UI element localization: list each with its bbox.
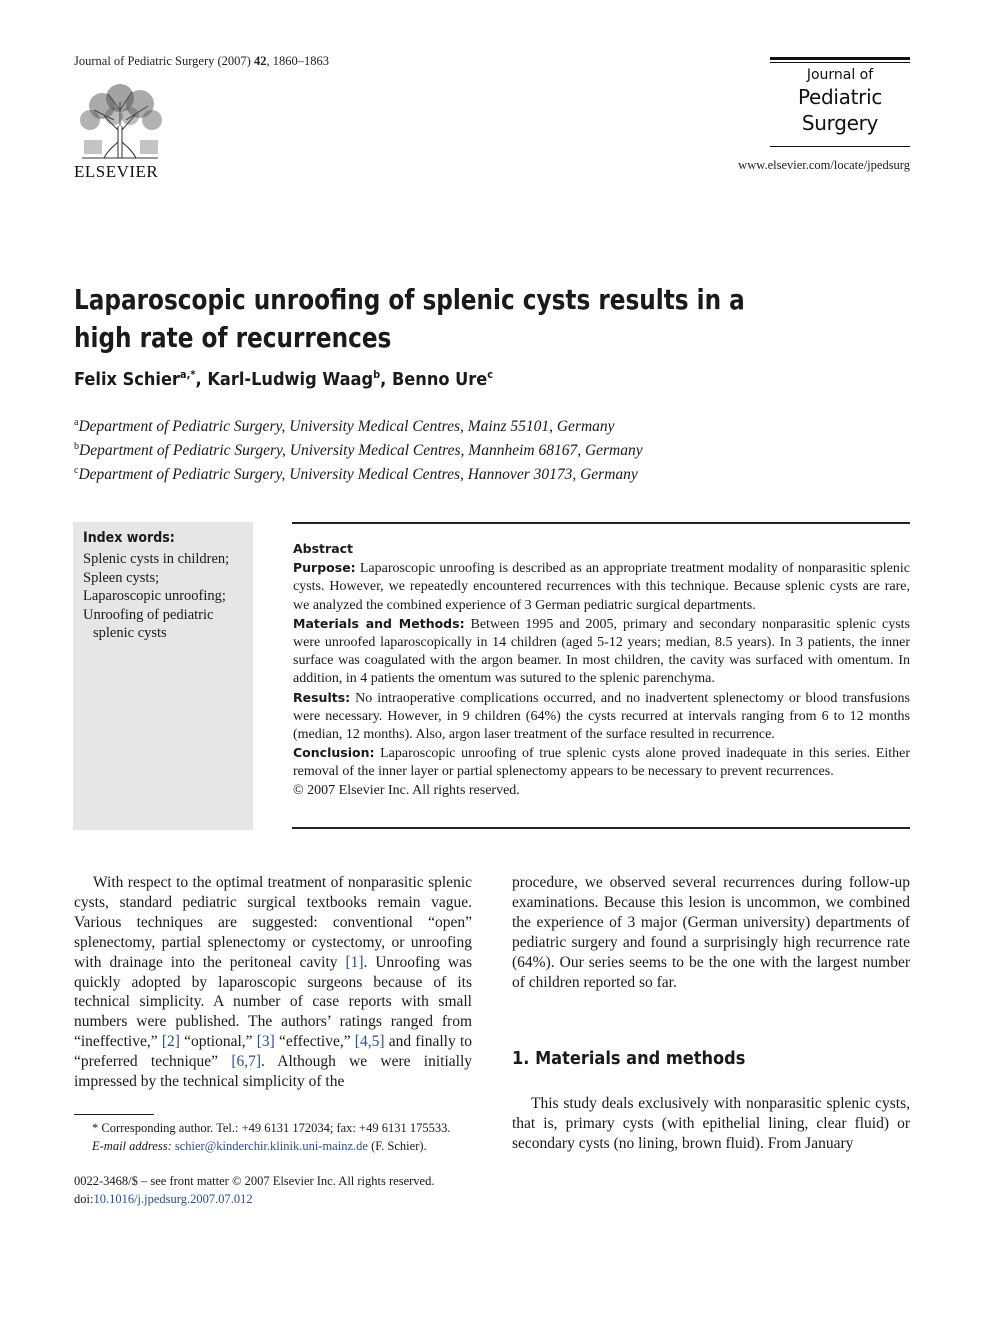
- title-line-2: high rate of recurrences: [74, 321, 392, 354]
- conclusion-text: Laparoscopic unroofing of true splenic cysts alone proved inadequate in this series. Either removal of the inner layer or partial splenectomy appears to be necessary to prevent recurrences.: [293, 746, 911, 780]
- journal-logo: [770, 66, 910, 136]
- body-column-right: [512, 873, 910, 992]
- journal-citation: Journal of Pediatric Surgery (2007) 42, 1860–1863: [74, 54, 329, 68]
- author-list: Felix Schier$^{a,*}$, Karl-Ludwig Waag$^b$, Benno Ure$^c$: [74, 368, 494, 390]
- author-mark: a,*: [179, 368, 196, 381]
- doi-line: doi:10.1016/j.jpedsurg.2007.07.012: [74, 1192, 253, 1206]
- article-title: [74, 281, 810, 357]
- intro-paragraph-continued: procedure, we observed several recurrences during follow-up examinations. Because this lesion is uncommon, we combined the experience of 3 major (German university) departments of pediatric surgery and found a surprisingly high recurrence rate (64%). Our series seems to be the one with the largest number of children reported so far.: [512, 874, 910, 991]
- affiliation-a: $^a$Department of Pediatric Surgery, University Medical Centres, Mainz 55101, Germany: [74, 417, 615, 436]
- doi-link[interactable]: 10.1016/j.jpedsurg.2007.07.012: [93, 1192, 253, 1206]
- abstract-copyright: © 2007 Elsevier Inc. All rights reserved.: [293, 782, 520, 798]
- corresponding-author-note: * Corresponding author. Tel.: +49 6131 172034; fax: +49 6131 175533.: [92, 1121, 451, 1135]
- reference-link[interactable]: [2]: [161, 1033, 180, 1051]
- abstract-rule-top: [292, 522, 910, 524]
- affiliations: [74, 413, 643, 485]
- author-mark: b: [373, 368, 381, 381]
- reference-link[interactable]: [3]: [256, 1033, 275, 1051]
- journal-rule-top: [770, 57, 910, 60]
- affiliation-b: $^b$Department of Pediatric Surgery, University Medical Centres, Mannheim 68167, Germany: [74, 441, 643, 460]
- journal-logo-line1: Journal of: [806, 67, 874, 83]
- journal-url[interactable]: www.elsevier.com/locate/jpedsurg: [738, 158, 910, 172]
- affiliation-c: $^c$Department of Pediatric Surgery, University Medical Centres, Hannover 30173, Germany: [74, 465, 638, 484]
- front-matter: [74, 1172, 494, 1208]
- keyword-item: splenic cysts: [93, 625, 167, 641]
- section-heading: 1. Materials and methods: [512, 1048, 746, 1069]
- author-name[interactable]: Benno Ure: [391, 369, 488, 390]
- author-name[interactable]: Felix Schier: [74, 369, 180, 390]
- author-mark: c: [487, 368, 494, 381]
- journal-rule-bottom: [770, 146, 910, 147]
- email-note: E-mail address: schier@kinderchir.klinik.uni-mainz.de (F. Schier).: [92, 1139, 427, 1153]
- body-column-left: [74, 873, 472, 1092]
- purpose-label: Purpose:: [293, 560, 356, 576]
- reference-link[interactable]: [1]: [345, 953, 364, 971]
- results-label: Results:: [293, 689, 351, 705]
- abstract-heading: Abstract: [293, 541, 354, 556]
- methods-text: Between 1995 and 2005, primary and secondary nonparasitic splenic cysts were unroofed laparoscopically in 14 children (aged 5-12 years; median, 8.5 years). In 3 patients, the inner surface was coagulated with the argon beamer. In most children, the cavity was surfaced with omentum. In addition, in 4 patients the omentum was sutured to the splenic parenchyma.: [293, 616, 910, 687]
- author-name[interactable]: Karl-Ludwig Waag: [207, 369, 374, 390]
- keywords-title: Index words:: [83, 530, 175, 546]
- purpose-text: Laparoscopic unroofing is described as an appropriate treatment modality of nonparasitic splenic cysts. However, we repeatedly encountered recurrences with this technique. Because splenic cysts are rare, we analyzed the combined experience of 3 German pediatric surgical departments.: [293, 561, 910, 613]
- keyword-item: Spleen cysts;: [83, 569, 160, 586]
- methods-label: Materials and Methods:: [293, 615, 465, 631]
- publisher-name: ELSEVIER: [74, 162, 159, 181]
- results-text: No intraoperative complications occurred, and no inadvertent splenectomy or blood transfusions were necessary. However, in 9 children (64%) the cysts recurred at intervals ranging from 6 to 12 months (median, 12 months). Also, argon laser treatment of the surface resulted in recurrence.: [293, 690, 910, 743]
- intro-paragraph: With respect to the optimal treatment of nonparasitic splenic cysts, standard pediatric surgical textbooks remain vague. Various techniques are suggested: conventional “open” splenectomy, partial splenectomy or cystectomy, or unroofing with drainage into the peritoneal cavity [1]. Unroofing was quickly adopted by laparoscopic surgeons because of its technical simplicity. A number of case reports with small numbers were published. The authors’ ratings ranged from “ineffective,” [2] “optional,” [3] “effective,” [4,5] and finally to “preferred technique” [6,7]. Although we were initially impressed by the technical simplicity of the: [74, 874, 473, 1091]
- footnote-rule: [74, 1114, 154, 1115]
- keyword-item: Laparoscopic unroofing;: [83, 588, 226, 604]
- conclusion-label: Conclusion:: [293, 745, 375, 761]
- journal-logo-line3: Surgery: [801, 111, 879, 135]
- issn-line: 0022-3468/$ – see front matter © 2007 Elsevier Inc. All rights reserved.: [74, 1174, 435, 1188]
- keywords-list: [83, 550, 248, 643]
- reference-link[interactable]: [4,5]: [354, 1033, 385, 1051]
- email-link[interactable]: schier@kinderchir.klinik.uni-mainz.de: [174, 1139, 368, 1153]
- journal-logo-line2: Pediatric: [797, 85, 883, 109]
- reference-link[interactable]: [6,7]: [231, 1053, 262, 1071]
- title-line-1: Laparoscopic unroofing of splenic cysts results in a: [74, 283, 745, 316]
- abstract-rule-bottom: [292, 827, 910, 829]
- journal-rule-top-thin: [770, 62, 910, 63]
- keyword-item: Unroofing of pediatric: [83, 606, 214, 623]
- methods-paragraph: This study deals exclusively with nonparasitic splenic cysts, that is, primary cysts (with epithelial lining, clear fluid) or secondary cysts (no lining, brown fluid). From January: [512, 1095, 910, 1152]
- elsevier-tree-logo: [74, 80, 166, 160]
- abstract: [293, 540, 910, 800]
- keyword-item: Splenic cysts in children;: [83, 551, 230, 567]
- footnote: [74, 1119, 472, 1155]
